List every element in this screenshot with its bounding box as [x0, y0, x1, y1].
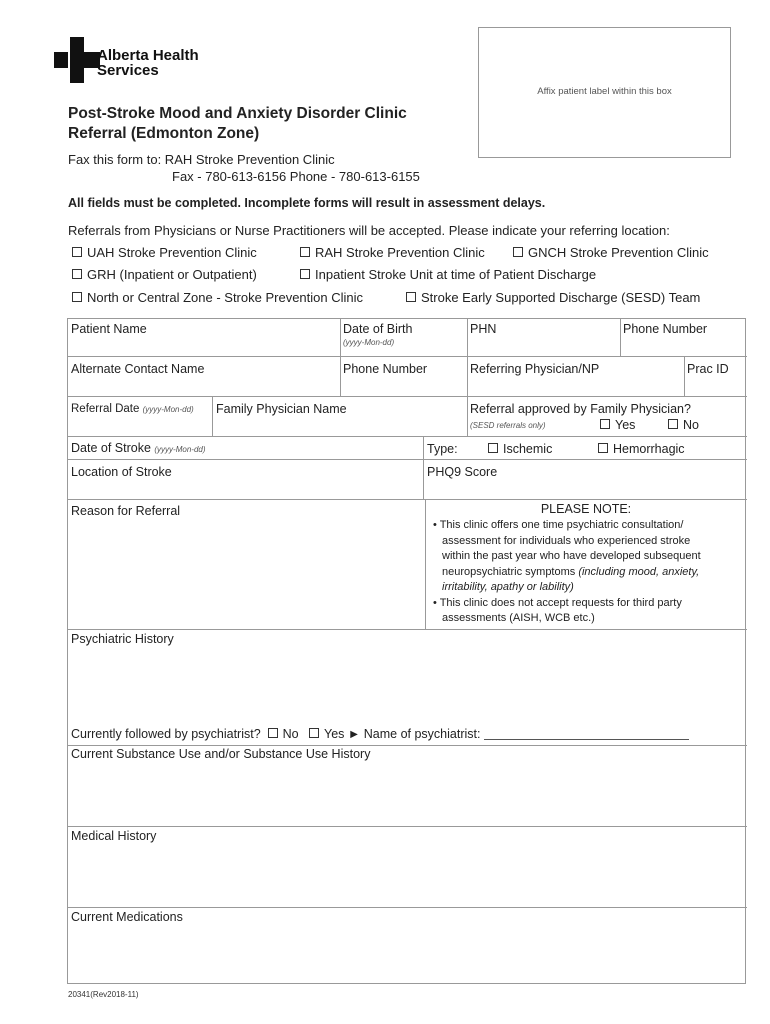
location-sesd[interactable]: Stroke Early Supported Discharge (SESD) Team — [406, 290, 700, 305]
phn-label: PHN — [470, 322, 497, 336]
note-line-7: assessments (AISH, WCB etc.) — [442, 612, 595, 624]
location-inpatient[interactable]: Inpatient Stroke Unit at time of Patient Discharge — [300, 267, 596, 282]
col-divider — [425, 499, 426, 629]
logo-line-1: Alberta Health — [97, 47, 199, 64]
phq9-label: PHQ9 Score — [427, 465, 498, 479]
col-divider — [684, 356, 685, 396]
row-divider — [68, 499, 747, 500]
referring-physician-label: Referring Physician/NP — [470, 362, 600, 376]
checkbox-icon[interactable] — [72, 292, 82, 302]
note-line-1: • This clinic offers one time psychiatric consultation/ — [433, 519, 684, 531]
followed-no-option[interactable]: No — [268, 727, 299, 741]
checkbox-icon[interactable] — [513, 247, 523, 257]
medications-label: Current Medications — [71, 910, 183, 924]
please-note-label: PLEASE NOTE: — [540, 502, 632, 516]
form-title — [68, 104, 407, 144]
row-divider — [68, 459, 747, 460]
family-physician-label: Family Physician Name — [216, 402, 347, 416]
followed-yes-option[interactable]: Yes — [309, 727, 344, 741]
type-label: Type: — [427, 442, 458, 456]
col-divider — [423, 436, 424, 499]
note-line-5: irritability, apathy or lability) — [442, 581, 574, 593]
reason-label: Reason for Referral — [71, 504, 181, 518]
date-of-stroke-label: Date of Stroke (yyyy-Mon-dd) — [71, 441, 206, 455]
form-code: 20341(Rev2018-11) — [68, 990, 139, 999]
medical-history-label: Medical History — [71, 829, 157, 843]
dob-hint: (yyyy-Mon-dd) — [343, 338, 395, 347]
dob-label: Date of Birth — [343, 322, 413, 336]
location-rah[interactable]: RAH Stroke Prevention Clinic — [300, 245, 485, 260]
checkbox-icon[interactable] — [406, 292, 416, 302]
checkbox-icon[interactable] — [268, 728, 278, 738]
logo-text — [97, 48, 199, 78]
referral-approved-label: Referral approved by Family Physician? — [470, 402, 691, 416]
referral-form-grid — [67, 318, 746, 984]
sesd-only-hint: (SESD referrals only) — [470, 421, 546, 430]
substance-label: Current Substance Use and/or Substance Use History — [71, 747, 371, 761]
patient-name-label: Patient Name — [71, 322, 147, 336]
checkbox-icon[interactable] — [300, 269, 310, 279]
fax-line-1: Fax this form to: RAH Stroke Prevention Clinic — [68, 152, 335, 167]
hemorrhagic-option[interactable]: Hemorrhagic — [598, 442, 685, 456]
ahs-logo-mark — [54, 37, 100, 83]
checkbox-icon[interactable] — [598, 443, 608, 453]
checkbox-icon[interactable] — [668, 419, 678, 429]
checkbox-icon[interactable] — [72, 269, 82, 279]
location-grh[interactable]: GRH (Inpatient or Outpatient) — [72, 267, 257, 282]
approved-yes-option[interactable]: Yes — [600, 418, 635, 432]
row-divider — [68, 907, 747, 908]
checkbox-icon[interactable] — [488, 443, 498, 453]
row-divider — [68, 436, 747, 437]
all-fields-note: All fields must be completed. Incomplete forms will result in assessment delays. — [68, 196, 546, 210]
title-line-2: Referral (Edmonton Zone) — [68, 125, 260, 142]
patient-label-text: Affix patient label within this box — [537, 86, 672, 97]
psychiatrist-name-line[interactable] — [484, 728, 689, 740]
col-divider — [620, 319, 621, 356]
row-divider — [68, 826, 747, 827]
row-divider — [68, 356, 747, 357]
row-divider — [68, 396, 747, 397]
col-divider — [340, 319, 341, 396]
alt-contact-label: Alternate Contact Name — [71, 362, 205, 376]
checkbox-icon[interactable] — [72, 247, 82, 257]
phone-number-label: Phone Number — [623, 322, 708, 336]
logo-line-2: Services — [97, 62, 159, 79]
note-line-4: neuropsychiatric symptoms (including mood, anxiety, — [442, 565, 700, 578]
ischemic-option[interactable]: Ischemic — [488, 442, 552, 456]
referrals-intro: Referrals from Physicians or Nurse Practitioners will be accepted. Please indicate your referring location: — [68, 223, 670, 238]
location-gnch[interactable]: GNCH Stroke Prevention Clinic — [513, 245, 709, 260]
checkbox-icon[interactable] — [600, 419, 610, 429]
note-line-2: assessment for individuals who experienced stroke — [442, 534, 691, 547]
referral-date-label: Referral Date (yyyy-Mon-dd) — [71, 403, 194, 415]
psych-history-label: Psychiatric History — [71, 632, 174, 646]
col-divider — [212, 396, 213, 436]
checkbox-icon[interactable] — [300, 247, 310, 257]
col-divider — [467, 319, 468, 436]
note-line-6: • This clinic does not accept requests for third party — [433, 596, 682, 609]
followed-by-psychiatrist: Currently followed by psychiatrist? No Yes ► Name of psychiatrist: — [71, 727, 689, 741]
title-line-1: Post-Stroke Mood and Anxiety Disorder Clinic — [68, 105, 407, 122]
alt-phone-label: Phone Number — [343, 362, 428, 376]
location-uah[interactable]: UAH Stroke Prevention Clinic — [72, 245, 257, 260]
row-divider — [68, 745, 747, 746]
row-divider — [68, 629, 747, 630]
checkbox-icon[interactable] — [309, 728, 319, 738]
approved-no-option[interactable]: No — [668, 418, 699, 432]
fax-line-2: Fax - 780-613-6156 Phone - 780-613-6155 — [172, 169, 420, 184]
location-north[interactable]: North or Central Zone - Stroke Prevention Clinic — [72, 290, 363, 305]
patient-label-box — [478, 27, 731, 158]
prac-id-label: Prac ID — [687, 362, 729, 376]
note-line-3: within the past year who have developed subsequent — [442, 550, 701, 562]
location-of-stroke-label: Location of Stroke — [71, 465, 172, 479]
